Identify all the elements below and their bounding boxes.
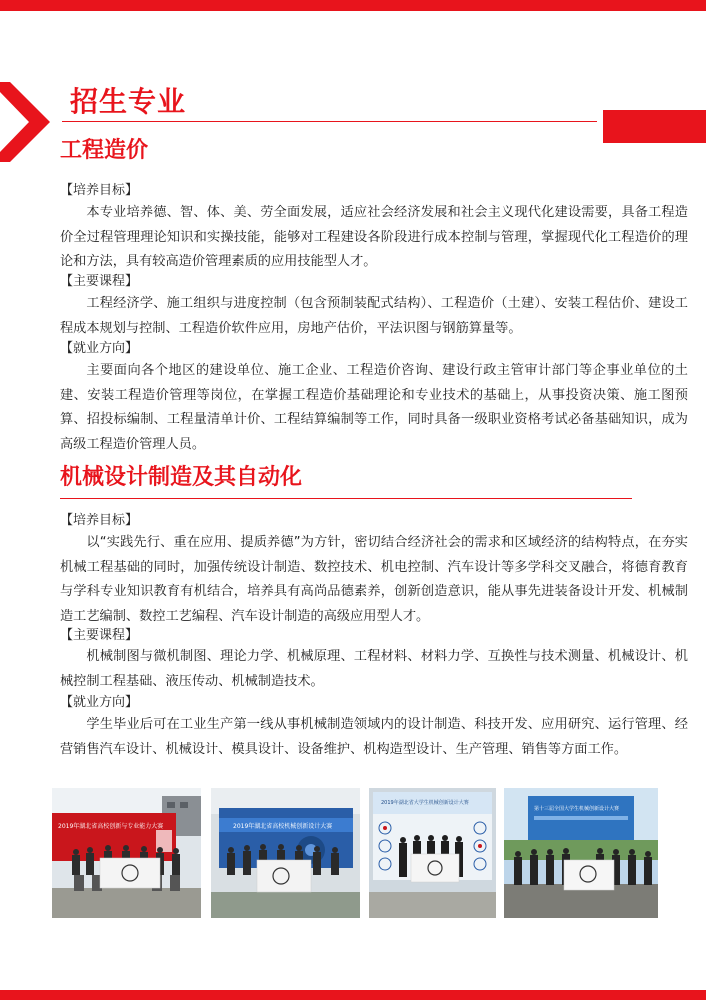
photo-banner-text: 2019年湖北省大学生机械创新设计大赛 (381, 800, 469, 806)
block-text-training-goal: 本专业培养德、智、体、美、劳全面发展，适应社会经济发展和社会主义现代化建设需要，具备工程造价全过程管理理论知识和实操技能，能够对工程建设各阶段进行成本控制与管理，掌握现代化工程造价的理论和方法，具有较高造价管理素质的应用技能型人才。 (60, 205, 688, 269)
block-text-career: 主要面向各个地区的建设单位、施工企业、工程造价咨询、建设行政主管审计部门等企事业单位的土建、安装工程造价管理等岗位，在掌握工程造价基础理论和专业技术的基础上，从事投资决策、施工图预算、招投标编制、工程量清单计价、工程结算编制等工作，同时具备一级职业资格考试必备基础知识，成为高级工程造价管理人员。 (60, 363, 688, 452)
section-divider (60, 498, 632, 499)
block-text-training-goal: 以“实践先行、重在应用、提质养德”为方针，密切结合经济社会的需求和区域经济的结构特点，在夯实机械工程基础的同时，加强传统设计制造、数控技术、机电控制、汽车设计等多学科交叉融合，将德育教育与学科专业知识教育有机结合，培养具有高尚品德素养，创新创造意识，能从事先进装备设计开发、机械制造工艺编制、数控工艺编程、汽车设计制造的高级应用型人才。 (60, 535, 688, 624)
block-label-training-goal: 【培养目标】 (60, 513, 139, 528)
team-photo-2 (211, 788, 360, 918)
block-text-main-courses: 机械制图与微机制图、理论力学、机械原理、工程材料、材料力学、互换性与技术测量、机械设计、机械控制工程基础、液压传动、机械制造技术。 (60, 649, 688, 689)
block-label-main-courses: 【主要课程】 (60, 274, 139, 289)
page-title: 招生专业 (70, 85, 187, 118)
photo-banner-text: 第十三届全国大学生机械创新设计大赛 (534, 806, 620, 812)
top-red-bar (0, 0, 706, 11)
block-label-training-goal: 【培养目标】 (60, 183, 139, 198)
team-photo-1 (52, 788, 201, 918)
photo-banner-text: 2019年湖北省高校机械创新设计大赛 (233, 823, 333, 830)
bottom-red-bar (0, 990, 706, 1000)
block-label-career: 【就业方向】 (60, 341, 139, 356)
photo-banner-text: 2019年湖北省高校创新与专业能力大赛 (58, 823, 164, 830)
header-red-block (603, 110, 706, 143)
block-label-main-courses: 【主要课程】 (60, 628, 139, 643)
chevron-decoration-icon (0, 82, 50, 162)
section-title-mechanical-design: 机械设计制造及其自动化 (60, 465, 303, 490)
team-photo-3 (369, 788, 496, 918)
block-text-main-courses: 工程经济学、施工组织与进度控制（包含预制装配式结构）、工程造价（土建）、安装工程估价、建设工程成本规划与控制、工程造价软件应用，房地产估价，平法识图与钢筋算量等。 (60, 296, 688, 336)
block-text-career: 学生毕业后可在工业生产第一线从事机械制造领域内的设计制造、科技开发、应用研究、运行管理、经营销售汽车设计、机械设计、模具设计、设备维护、机构造型设计、生产管理、销售等方面工作。 (60, 717, 688, 757)
block-label-career: 【就业方向】 (60, 695, 139, 710)
team-photo-4 (504, 788, 658, 918)
section-title-engineering-cost: 工程造价 (60, 138, 149, 163)
header-divider (62, 121, 597, 122)
competition-photos (52, 788, 658, 918)
